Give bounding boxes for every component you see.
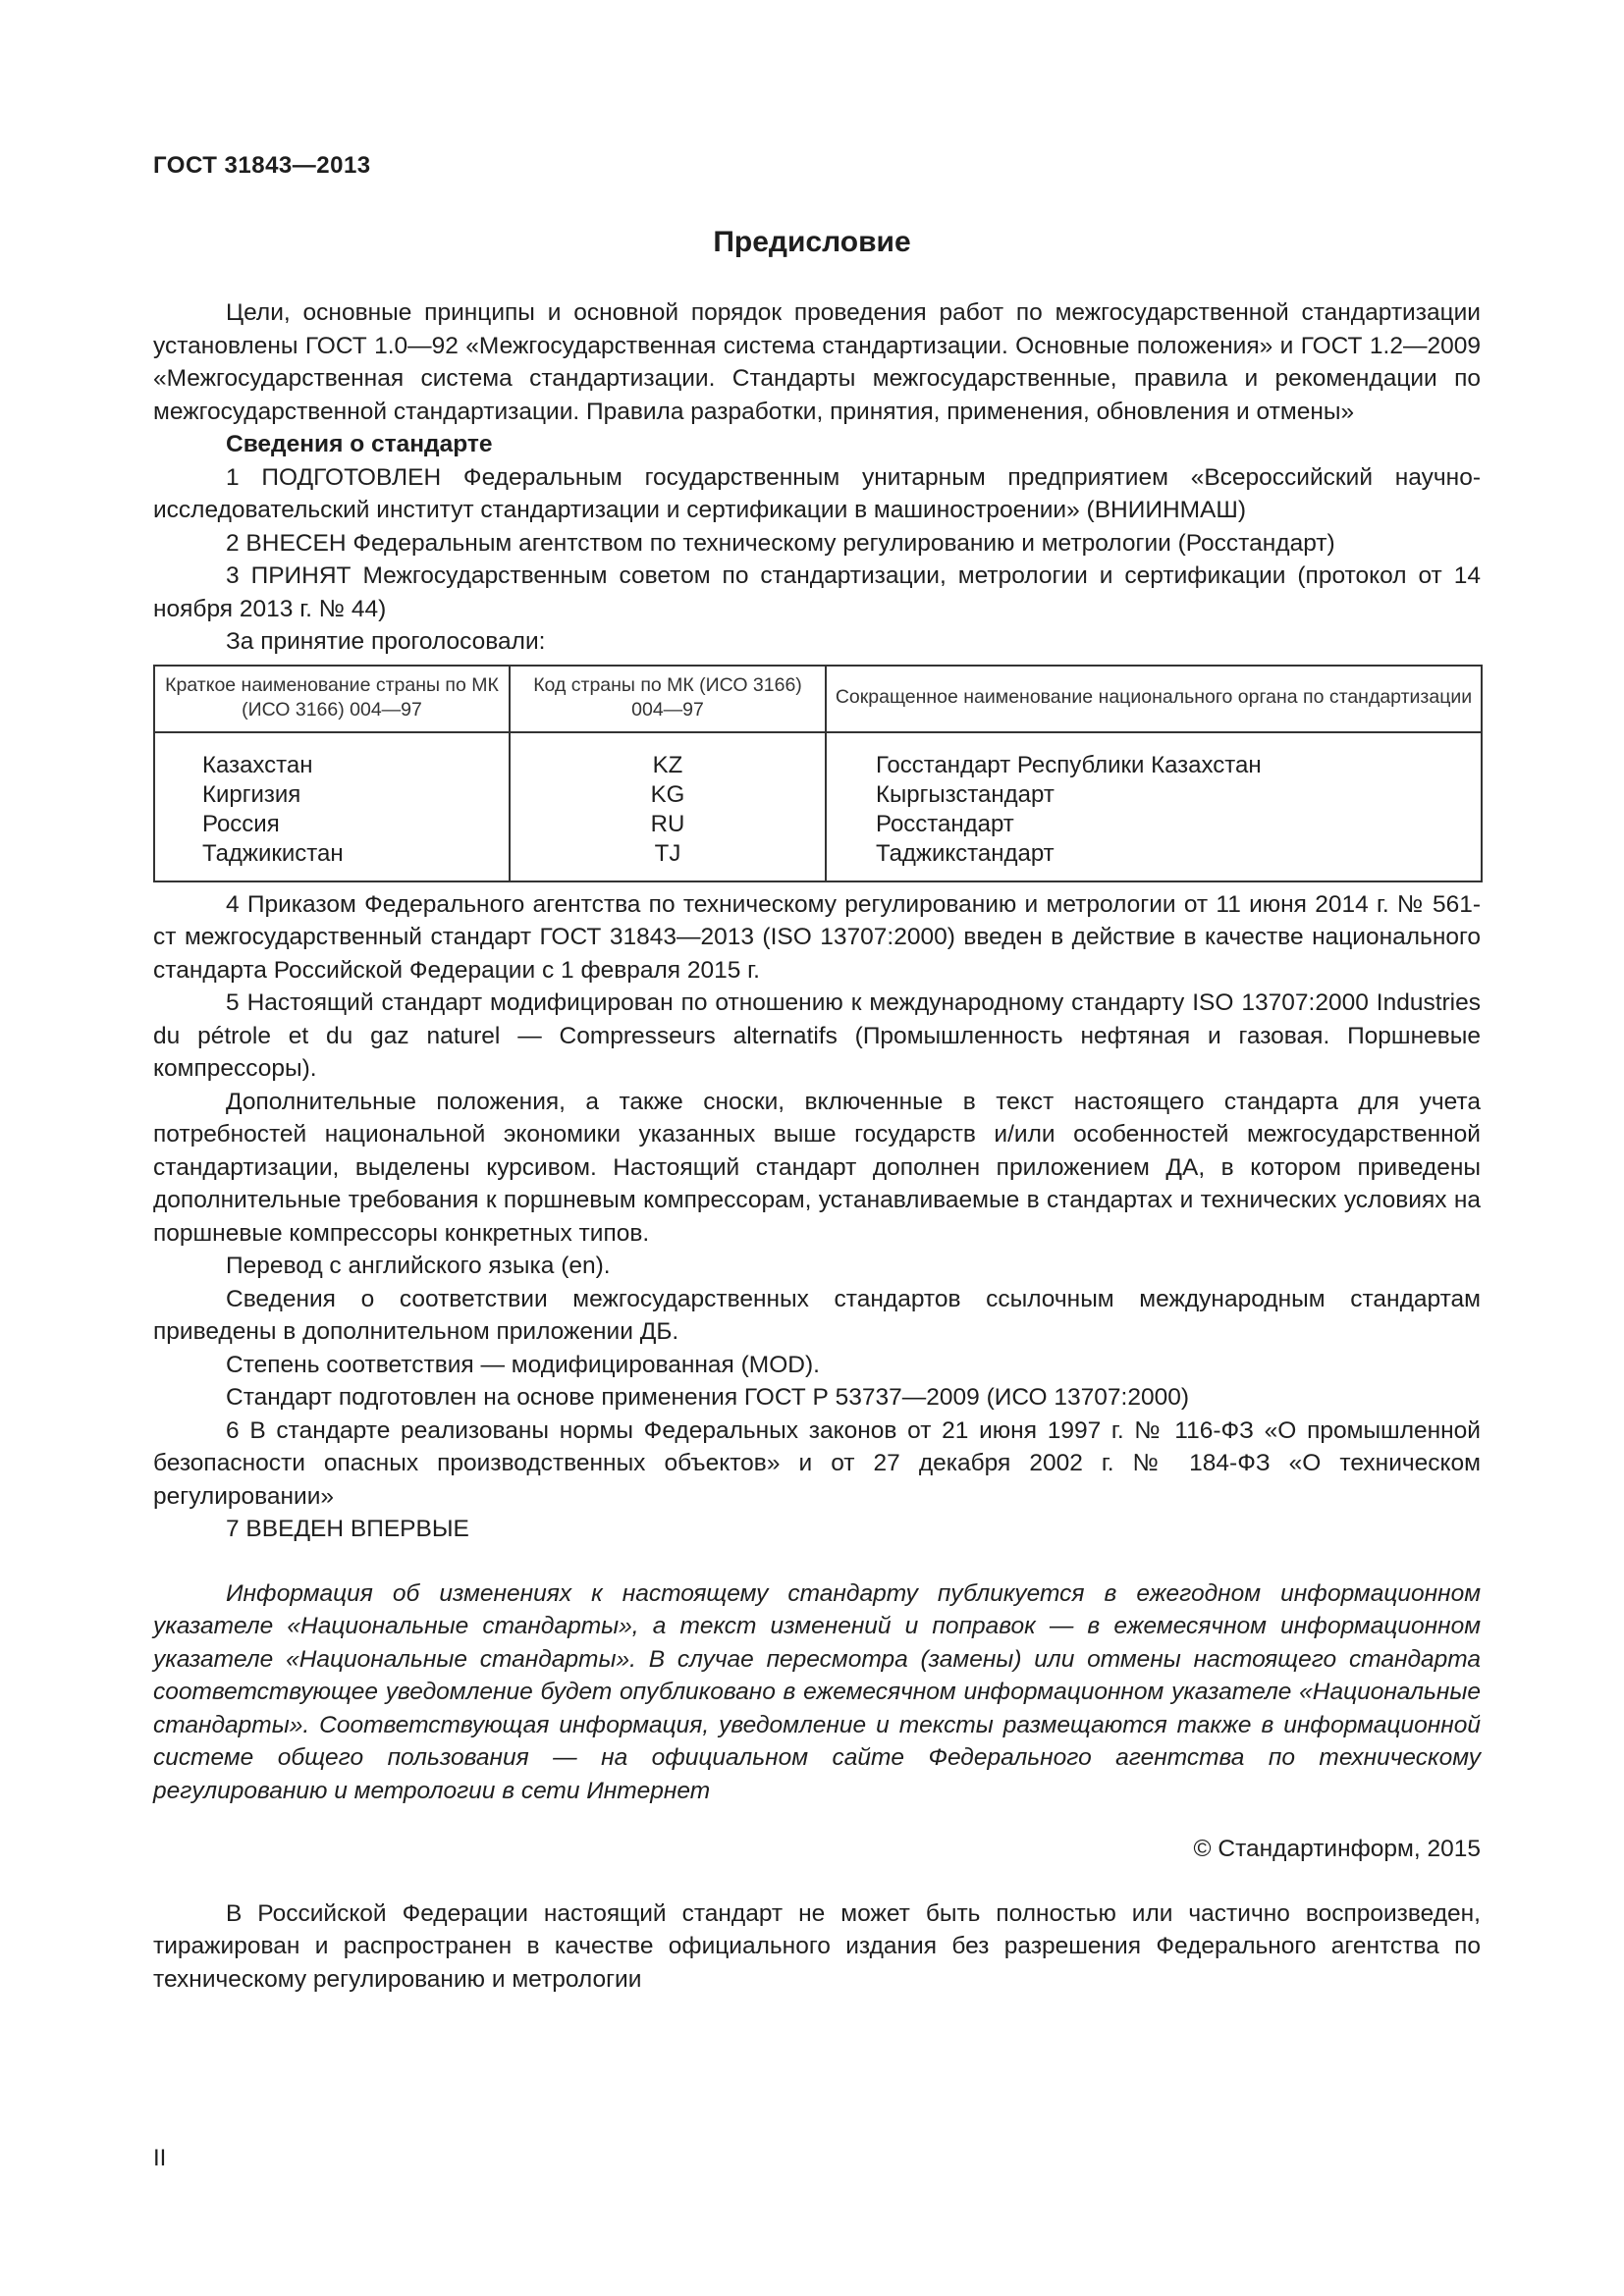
item-7: 7 ВВЕДЕН ВПЕРВЫЕ bbox=[226, 1516, 469, 1542]
code-cell: TJ bbox=[510, 839, 826, 881]
table-row bbox=[154, 780, 1482, 810]
page-number: II bbox=[153, 2145, 167, 2171]
header-code: Код страны по МК (ИСО 3166) 004—97 bbox=[510, 666, 826, 732]
organization-cell: Таджикстандарт bbox=[826, 839, 1482, 881]
basis-note: Стандарт подготовлен на основе применения ГОСТ Р 53737—2009 (ИСО 13707:2000) bbox=[226, 1384, 1189, 1411]
intro-paragraph: Цели, основные принципы и основной порядок проведения работ по межгосударственной стандартизации установлены ГОСТ 1.0—92 «Межгосударственная система стандартизации. Основные положения» и ГОСТ 1.2—2009 «Межгосударственная система стандартизации. Стандарты межгосударственные, правила и рекомендации по межгосударственной стандартизации. Правила разработки, принятия, применения, обновления и отмены» bbox=[153, 299, 1481, 425]
organization-cell: Госстандарт Республики Казахстан bbox=[826, 732, 1482, 780]
translation-note: Перевод с английского языка (en). bbox=[226, 1253, 611, 1279]
country-cell: Казахстан bbox=[154, 732, 510, 780]
item-6: 6 В стандарте реализованы нормы Федеральных законов от 21 июня 1997 г. № 116-ФЗ «О промышленной безопасности опасных производственных объектов» и от 27 декабря 2002 г. № 184-ФЗ «О техническом регулировании» bbox=[153, 1416, 1481, 1510]
header-organization: Сокращенное наименование национального органа по стандартизации bbox=[826, 666, 1482, 732]
voted-label: За принятие проголосовали: bbox=[226, 628, 546, 655]
organization-cell: Кыргызстандарт bbox=[826, 780, 1482, 810]
references-note: Сведения о соответствии межгосударственных стандартов ссылочным международным стандартам приведены в дополнительном приложении ДБ. bbox=[153, 1285, 1481, 1345]
degree-note: Степень соответствия — модифицированная (MOD). bbox=[226, 1351, 820, 1378]
country-cell: Таджикистан bbox=[154, 839, 510, 881]
organization-cell: Росстандарт bbox=[826, 810, 1482, 839]
country-cell: Россия bbox=[154, 810, 510, 839]
changes-info: Информация об изменениях к настоящему стандарту публикуется в ежегодном информационном указателе «Национальные стандарты», а текст изменений и поправок — в ежемесячном информационном указателе «Национальные стандарты». В случае пересмотра (замены) или отмены настоящего стандарта соответствующее уведомление будет опубликовано в ежемесячном информационном указателе «Национальные стандарты». Соответствующая информация, уведомление и тексты размещаются также в информационной системе общего пользования — на официальном сайте Федерального агентства по техническому регулированию и метрологии в сети Интернет bbox=[153, 1579, 1481, 1804]
item-1: 1 ПОДГОТОВЛЕН Федеральным государственным унитарным предприятием «Всероссийский научно-исследовательский институт стандартизации и сертификации в машиностроении» (ВНИИНМАШ) bbox=[153, 463, 1481, 523]
item-2: 2 ВНЕСЕН Федеральным агентством по техническому регулированию и метрологии (Росстандарт) bbox=[226, 529, 1335, 557]
table-row bbox=[154, 839, 1482, 881]
copyright: © Стандартинформ, 2015 bbox=[1193, 1836, 1481, 1862]
item-5-extra: Дополнительные положения, а также сноски, включенные в текст настоящего стандарта для учета потребностей национальной экономики указанных выше государств и/или особенностей межгосударственной стандартизации, выделены курсивом. Настоящий стандарт дополнен приложением ДА, в котором приведены дополнительные требования к поршневым компрессорам, устанавливаемые в стандартах и технических условиях на поршневые компрессоры конкретных типов. bbox=[153, 1088, 1481, 1247]
item-3: 3 ПРИНЯТ Межгосударственным советом по стандартизации, метрологии и сертификации (протокол от 14 ноября 2013 г. № 44) bbox=[153, 562, 1481, 622]
info-heading: Сведения о стандарте bbox=[226, 431, 493, 457]
voting-table bbox=[153, 665, 1483, 882]
table-header-row bbox=[154, 666, 1482, 732]
country-cell: Киргизия bbox=[154, 780, 510, 810]
preface-content bbox=[153, 296, 1481, 1996]
document-id: ГОСТ 31843—2013 bbox=[153, 152, 371, 179]
code-cell: RU bbox=[510, 810, 826, 839]
table-row bbox=[154, 732, 1482, 780]
reproduction-notice: В Российской Федерации настоящий стандарт не может быть полностью или частично воспроизведен, тиражирован и распространен в качестве официального издания без разрешения Федерального агентства по техническому регулированию и метрологии bbox=[153, 1899, 1481, 1993]
page-title: Предисловие bbox=[713, 226, 911, 258]
table-row bbox=[154, 810, 1482, 839]
code-cell: KG bbox=[510, 780, 826, 810]
code-cell: KZ bbox=[510, 732, 826, 780]
item-4: 4 Приказом Федерального агентства по техническому регулированию и метрологии от 11 июня 2014 г. № 561-ст межгосударственный стандарт ГОСТ 31843—2013 (ISO 13707:2000) введен в действие в качестве национального стандарта Российской Федерации с 1 февраля 2015 г. bbox=[153, 890, 1481, 984]
header-country: Краткое наименование страны по МК (ИСО 3166) 004—97 bbox=[154, 666, 510, 732]
item-5: 5 Настоящий стандарт модифицирован по отношению к международному стандарту ISO 13707:2000 Industries du pétrole et du gaz naturel — Compresseurs alternatifs (Промышленность нефтяная и газовая. Поршневые компрессоры). bbox=[153, 989, 1481, 1082]
